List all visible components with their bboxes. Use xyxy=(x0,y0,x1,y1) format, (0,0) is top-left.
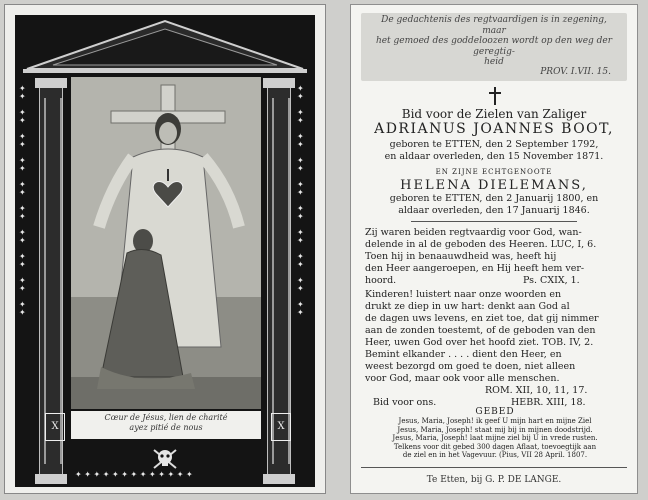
spouse-label: EN ZIJNE ECHTGENOOTE xyxy=(435,168,553,176)
stars-bottom: ✦ ✦ ✦ ✦ ✦ ✦ ✦ ✦ ✦ ✦ ✦ ✦ ✦ xyxy=(75,470,193,479)
printer-line: Te Etten, bij G. P. DE LANGE. xyxy=(426,475,562,485)
sacred-heart-scene xyxy=(71,77,261,409)
scripture-quote-reference: PROV. I.VII. 15. xyxy=(540,67,611,77)
deceased-name-wife: HELENA DIELEMANS, xyxy=(400,178,588,193)
ornamental-frame xyxy=(15,15,315,487)
x-box-right: X xyxy=(271,413,291,441)
scripture-reference-2: ROM. XII, 10, 11, 17. xyxy=(485,385,588,396)
deceased-name-husband: ADRIANUS JOANNES BOOT, xyxy=(374,121,614,137)
wife-birth-line: geboren te ETTEN, den 2 Januarij 1800, en xyxy=(389,193,599,204)
husband-birth-line: geboren te ETTEN, den 2 September 1792, xyxy=(389,139,599,150)
devotional-image-panel xyxy=(4,4,326,494)
image-caption: Cœur de Jésus, lien de charité ayez pitié de nous xyxy=(71,411,261,439)
scripture-quote: De gedachtenis des regtvaardigen is in zegening, maar het gemoed des goddeloozen wordt op den weg der geregtig- heid xyxy=(375,15,613,67)
cross-icon xyxy=(488,87,502,105)
prayer-text: Jesus, Maria, Joseph! ik geef U mijn hart en mijne Ziel Jesus, Maria, Joseph! staat mij bij in mijnen doodstrijd. Jesus, Maria, Joseph! laat mijne ziel bij U in vrede rusten. Telkens voor dit gebed 300 dagen Aflaat, toevoegtijk aan de ziel en in het Vagevuur. (Pius, VII 28 April. 1807. xyxy=(392,417,598,460)
divider-bottom xyxy=(361,467,627,468)
scripture-reference-3: HEBR. XIII, 18. xyxy=(511,397,586,408)
x-box-left: X xyxy=(45,413,65,441)
pray-for-us-label: Bid voor ons. xyxy=(373,397,437,408)
divider-top xyxy=(411,221,577,222)
scripture-paragraph-1: Zij waren beiden regtvaardig voor God, wan- delende in al de geboden des Heeren. LUC, I, 6. Toen hij in benaauwdheid was, heeft hij den Heer aangeroepen, en Hij heeft hem ver- hoord. xyxy=(365,227,597,286)
stars-right: ✦ ✦ ✦ ✦ ✦ ✦ ✦ ✦ ✦ ✦ ✦ ✦ ✦ ✦ ✦ ✦ ✦ ✦ ✦ ✦ xyxy=(297,84,304,317)
temple-pediment xyxy=(15,15,315,73)
husband-death-line: en aldaar overleden, den 15 November 1871. xyxy=(384,151,604,162)
memorial-text-panel xyxy=(350,4,638,494)
prayer-heading: Bid voor de Zielen van Zaliger xyxy=(401,107,587,121)
scripture-reference-1: Ps. CXIX, 1. xyxy=(523,275,580,286)
exhortation-paragraph: Kinderen! luistert naar onze woorden en drukt ze diep in uw hart: denkt aan God al de dagen uws levens, en ziet toe, dat gij nimmer aan de zonden toestemt, of de geboden van den Heer, uwen God over het hoofd ziet. TOB. IV, 2. Bemint elkander . . . . dient den Heer, en weest bezorgd om goed te doen, niet alleen voor God, maar ook voor alle menschen. xyxy=(365,289,599,384)
prayer-title: GEBED xyxy=(475,407,515,417)
wife-death-line: aldaar overleden, den 17 Januarij 1846. xyxy=(398,205,590,216)
skull-crossbones-icon xyxy=(151,445,179,473)
stars-left: ✦ ✦ ✦ ✦ ✦ ✦ ✦ ✦ ✦ ✦ ✦ ✦ ✦ ✦ ✦ ✦ ✦ ✦ ✦ ✦ xyxy=(19,84,26,317)
